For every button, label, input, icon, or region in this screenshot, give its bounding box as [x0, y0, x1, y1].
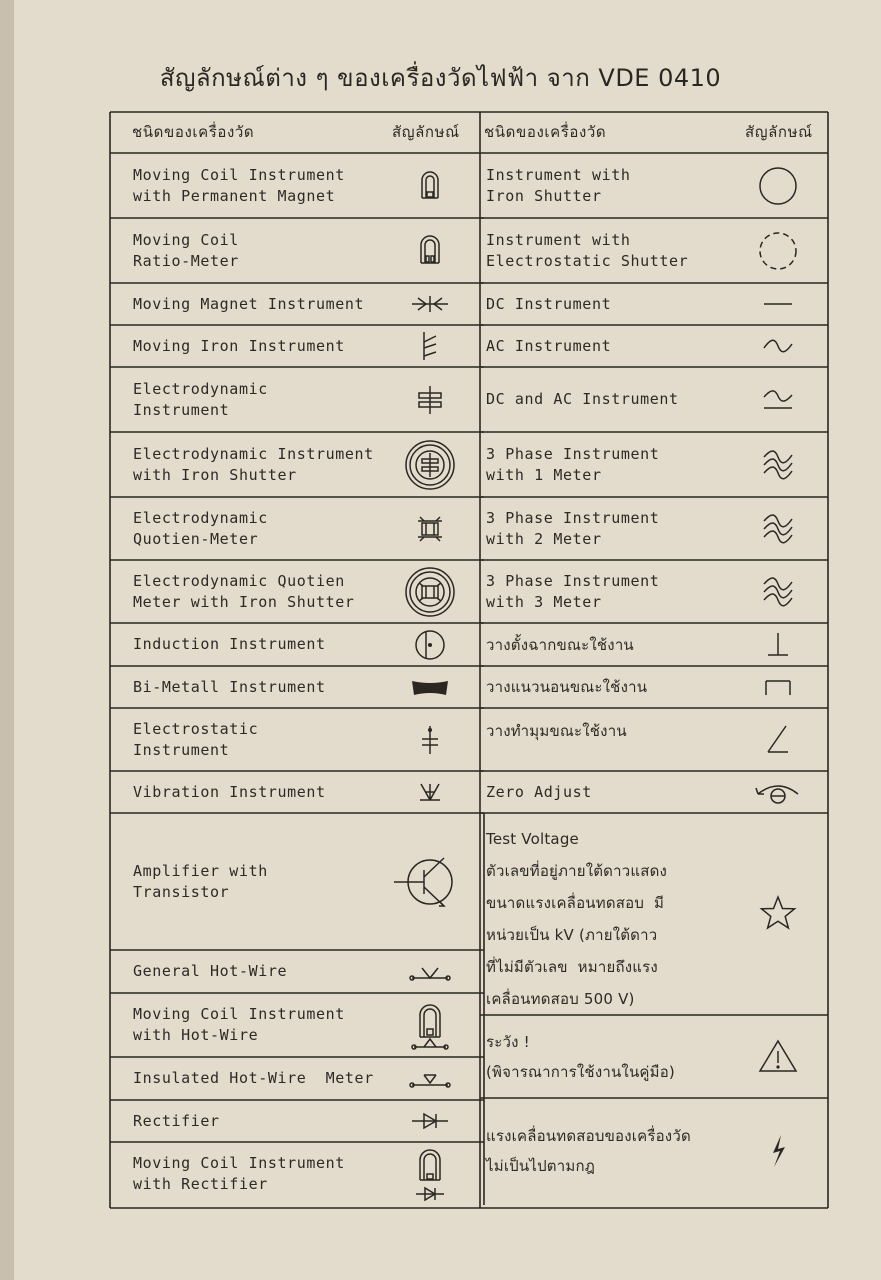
right-row-label: Test Voltage ตัวเลขที่อยู่ภายใต้ดาวแสดง ขนาดแรงเคลื่อนทดสอบ มี หน่วยเป็น kV (ภายใต้ดาว ที่ไม่มีตัวเลข หมายถึงแรง เคลื่อนทดสอบ 500 V)	[486, 830, 668, 1008]
right-row-label: ระวัง ! (พิจารณาการใช้งานในคู่มือ)	[486, 1033, 675, 1081]
left-row-label: Electrostatic Instrument	[133, 720, 259, 759]
lightning-icon	[738, 1111, 818, 1191]
left-row-label: Electrodynamic Quotien-Meter	[133, 509, 268, 548]
left-row-label: Electrodynamic Quotien Meter with Iron Shutter	[133, 572, 355, 611]
left-row-label: Bi-Metall Instrument	[133, 678, 326, 696]
header-right-type: ชนิดของเครื่องวัด	[484, 123, 607, 141]
transistor-icon	[390, 842, 470, 922]
right-row-label: AC Instrument	[486, 337, 612, 355]
right-row-label: Instrument with Electrostatic Shutter	[486, 231, 689, 270]
right-row-label: แรงเคลื่อนทดสอบของเครื่องวัด ไม่เป็นไปตามกฎ	[486, 1127, 691, 1175]
moving-coil-rectifier-icon	[390, 1134, 470, 1214]
right-row-label: 3 Phase Instrument with 2 Meter	[486, 509, 660, 548]
left-row-label: Moving Magnet Instrument	[133, 295, 365, 313]
page-title: สัญลักษณ์ต่าง ๆ ของเครื่องวัดไฟฟ้า จาก VDE 0410	[159, 64, 722, 92]
left-row-label: Electrodynamic Instrument with Iron Shutter	[133, 445, 374, 484]
vibration-icon	[390, 752, 470, 832]
left-row-label: Electrodynamic Instrument	[133, 380, 268, 419]
right-row-label: DC Instrument	[486, 295, 612, 313]
right-row-label: Zero Adjust	[486, 783, 592, 801]
right-row-label: วางทำมุมขณะใช้งาน	[486, 722, 627, 740]
header-left-type: ชนิดของเครื่องวัด	[132, 123, 255, 141]
left-row-label: Amplifier with Transistor	[133, 862, 268, 901]
left-row-label: Moving Coil Instrument with Hot-Wire	[133, 1005, 345, 1044]
right-row-label: 3 Phase Instrument with 1 Meter	[486, 445, 660, 484]
right-row-label: Instrument with Iron Shutter	[486, 166, 631, 205]
left-row-label: Moving Coil Ratio-Meter	[133, 231, 239, 270]
right-row-label: วางตั้งฉากขณะใช้งาน	[486, 636, 634, 654]
left-row-label: General Hot-Wire	[133, 962, 288, 980]
header-right-symbol: สัญลักษณ์	[745, 123, 813, 141]
left-row-label: Induction Instrument	[133, 635, 326, 653]
left-row-label: Vibration Instrument	[133, 783, 326, 801]
right-row-label: วางแนวนอนขณะใช้งาน	[486, 678, 648, 696]
left-row-label: Insulated Hot-Wire Meter	[133, 1069, 374, 1087]
left-row-label: Moving Coil Instrument with Rectifier	[133, 1154, 345, 1193]
left-row-label: Rectifier	[133, 1112, 220, 1130]
left-row-label: Moving Coil Instrument with Permanent Magnet	[133, 166, 345, 205]
right-row-label: 3 Phase Instrument with 3 Meter	[486, 572, 660, 611]
left-row-label: Moving Iron Instrument	[133, 337, 345, 355]
star-icon	[738, 874, 818, 954]
warning-triangle-icon	[738, 1017, 818, 1097]
right-row-label: DC and AC Instrument	[486, 390, 679, 408]
header-left-symbol: สัญลักษณ์	[392, 123, 460, 141]
zero-adjust-icon	[738, 752, 818, 832]
